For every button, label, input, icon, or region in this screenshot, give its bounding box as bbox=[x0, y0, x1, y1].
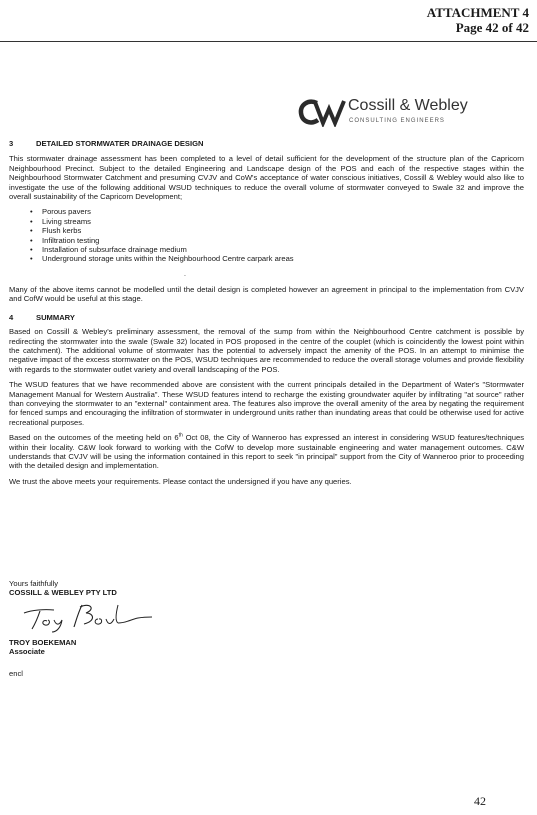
signer-name: TROY BOEKEMAN bbox=[9, 638, 77, 647]
cw-monogram-icon bbox=[298, 97, 346, 127]
meeting-text-start: Based on the outcomes of the meeting held on 6 bbox=[9, 433, 179, 443]
salutation: Yours faithfully bbox=[9, 579, 59, 588]
logo-company-name: Cossill & Webley bbox=[348, 97, 468, 114]
section-4-title: SUMMARY bbox=[36, 312, 75, 322]
enclosure-note: encl bbox=[9, 669, 23, 678]
attachment-header bbox=[427, 5, 529, 35]
list-item: • Installation of subsurface drainage medium bbox=[30, 245, 524, 254]
list-item: • Flush kerbs bbox=[30, 226, 524, 235]
handwritten-signature bbox=[14, 599, 154, 633]
list-item: • Infiltration testing bbox=[30, 236, 524, 245]
section-4-number: 4 bbox=[9, 312, 14, 322]
header-rule bbox=[0, 41, 537, 42]
section-3-title: DETAILED STORMWATER DRAINAGE DESIGN bbox=[36, 139, 204, 148]
page-indicator: Page 42 of 42 bbox=[455, 20, 529, 35]
letter-body bbox=[9, 139, 524, 486]
company-logo bbox=[298, 97, 503, 129]
wsud-technique-list bbox=[9, 207, 524, 263]
section-4-heading bbox=[9, 313, 524, 322]
list-item: • Underground storage units within the Neighbourhood Centre carpark areas bbox=[30, 254, 524, 263]
section-4-paragraph-4: We trust the above meets your requirements. Please contact the undersigned if you have any queries. bbox=[9, 476, 352, 486]
section-4-paragraph-2: The WSUD features that we have recommended above are consistent with the current principals detailed in the Department of Water's "Stormwater Management Manual for Western Australia". These WSUD features intend to recharge the existing groundwater aquifer by infiltrating "at source" rather than conveying the stormwater to an "external" containment area. The features also improve the overall amenity of the area by negating the requirement for fenced sumps and encouraging the infiltration of stormwater in underground units rather than inundating areas that could be otherwise used for active recreational purposes. bbox=[9, 380, 524, 427]
logo-tagline: CONSULTING ENGINEERS bbox=[349, 118, 445, 124]
date-ordinal: th bbox=[178, 432, 183, 439]
signer-block bbox=[9, 638, 76, 657]
attachment-label: ATTACHMENT 4 bbox=[426, 5, 529, 20]
signer-title: Associate bbox=[9, 647, 45, 657]
section-3-paragraph-2: Many of the above items cannot be modelled until the detail design is completed however an agreement in principal to the implementation from CVJV and CofW would be useful at this stage. bbox=[9, 284, 524, 304]
closing-block bbox=[9, 579, 117, 598]
section-4-paragraph-1: Based on Cossill & Webley's preliminary assessment, the removal of the sump from within the Neighbourhood Centre catchment is possible by redirecting the stormwater into the swale (Swale 32) located in POS proposed in the centre of the couplet (which is coincidently the lowest point within the catchment). The additional volume of stormwater has the potential to adversely impact the amenity of the POS. In an attempt to minimise the negative impact of the excess stormwater on the POS, WSUD techniques are recommended to reduce the overall storage volumes and provide flexibility with regards to the stormwater outlet variety and overall landscaping of the POS. bbox=[9, 327, 524, 374]
section-3-paragraph-1: This stormwater drainage assessment has been completed to a level of detail sufficient for the development of the structure plan of the Capricorn Neighbourhood Precinct. Subject to the detailed Engineering and Landscape design of the POS and each of the respective stages within the Neighbourhood Stormwater Catchment and presuming CVJV and CoW's acceptance of water conscious initiatives, Cossill & Webley would also like to investigate the use of the following additional WSUD techniques to reduce the overall volume of stormwater conveyed to Swale 32 and improve the overall sustainability of the Capricorn Development; bbox=[9, 154, 524, 202]
section-4-paragraph-3 bbox=[9, 433, 524, 471]
page-number: 42 bbox=[474, 794, 486, 808]
list-item: • Porous pavers bbox=[30, 207, 524, 216]
meeting-text-end: Oct 08, the City of Wanneroo has expressed an interest in considering WSUD features/techniques within their locality. C&W look forward to working with the CofW to develop more sustainable engineering and water management outcomes. C&W understands that CVJV will be using the information contained in this report to seek "in principal" support from the City of Wanneroo prior to proceeding with the detailed design and implementation. bbox=[9, 433, 524, 471]
list-item: • Living streams bbox=[30, 217, 524, 226]
section-3-heading bbox=[9, 139, 524, 148]
section-3-number: 3 bbox=[9, 139, 14, 148]
stray-mark: . bbox=[184, 270, 186, 278]
company-line: COSSILL & WEBLEY PTY LTD bbox=[9, 588, 117, 598]
